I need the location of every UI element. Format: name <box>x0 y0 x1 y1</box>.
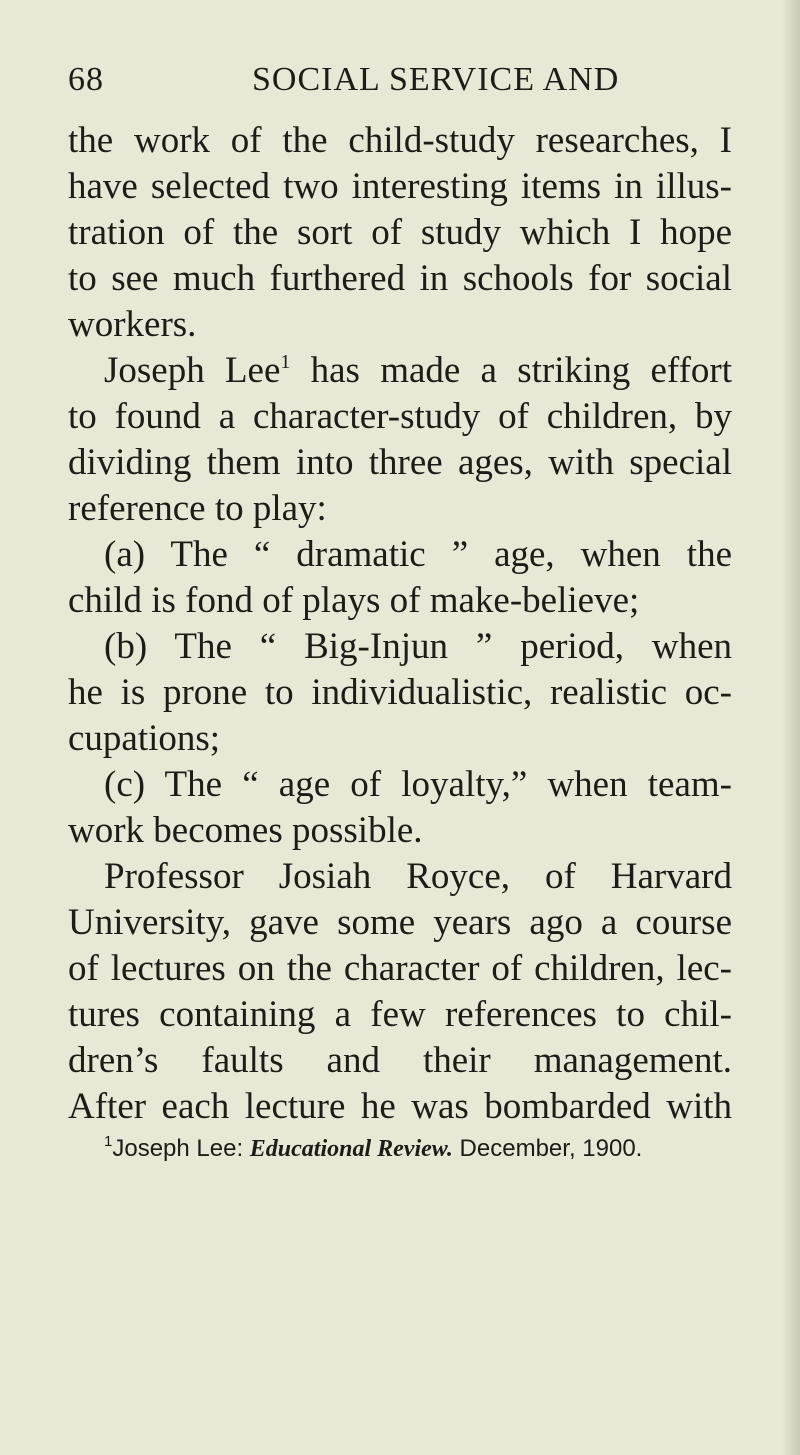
text-line: the work of the child-study researches, I <box>68 120 732 161</box>
text-line: reference to play: <box>68 488 327 529</box>
text-line: tures containing a few references to chil- <box>68 994 732 1035</box>
text-line: he is prone to individualistic, realistic oc- <box>68 672 732 713</box>
text-line: child is fond of plays of make-believe; <box>68 580 640 621</box>
footnote-journal: Educational Review. <box>249 1136 453 1162</box>
text-line <box>104 348 732 394</box>
footnote-ref[interactable]: 1 <box>280 351 291 373</box>
text-line: work becomes possible. <box>68 810 423 851</box>
text-line: of lectures on the character of children, lec- <box>68 948 732 989</box>
page-number: 68 <box>68 61 104 98</box>
text-line: workers. <box>68 304 197 345</box>
text-line: have selected two interesting items in illus- <box>68 166 732 207</box>
running-head <box>68 60 732 100</box>
text-span: has made a striking effort <box>290 350 732 391</box>
text-line: tration of the sort of study which I hope <box>68 212 732 253</box>
text-line: University, gave some years ago a course <box>68 902 732 943</box>
footnote <box>104 1134 744 1164</box>
text-line: (c) The “ age of loyalty,” when team- <box>104 764 732 805</box>
footnote-date: December, 1900. <box>452 1135 643 1162</box>
text-line: (a) The “ dramatic ” age, when the <box>104 534 732 575</box>
text-line: After each lecture he was bombarded with <box>68 1086 732 1127</box>
footnote-author: Joseph Lee: <box>112 1135 250 1162</box>
page-edge-shadow <box>782 0 800 1455</box>
footnote-marker: 1 <box>104 1133 113 1150</box>
text-line: dren’s faults and their management. <box>68 1040 732 1081</box>
text-line: to found a character-study of children, by <box>68 396 732 437</box>
running-title: SOCIAL SERVICE AND <box>252 61 620 98</box>
text-line: Professor Josiah Royce, of Harvard <box>104 856 732 897</box>
text-line: dividing them into three ages, with special <box>68 442 732 483</box>
author-name: Joseph Lee <box>104 350 281 391</box>
text-line: to see much furthered in schools for social <box>68 258 732 299</box>
text-line: (b) The “ Big-Injun ” period, when <box>104 626 732 667</box>
text-line: cupations; <box>68 718 221 759</box>
